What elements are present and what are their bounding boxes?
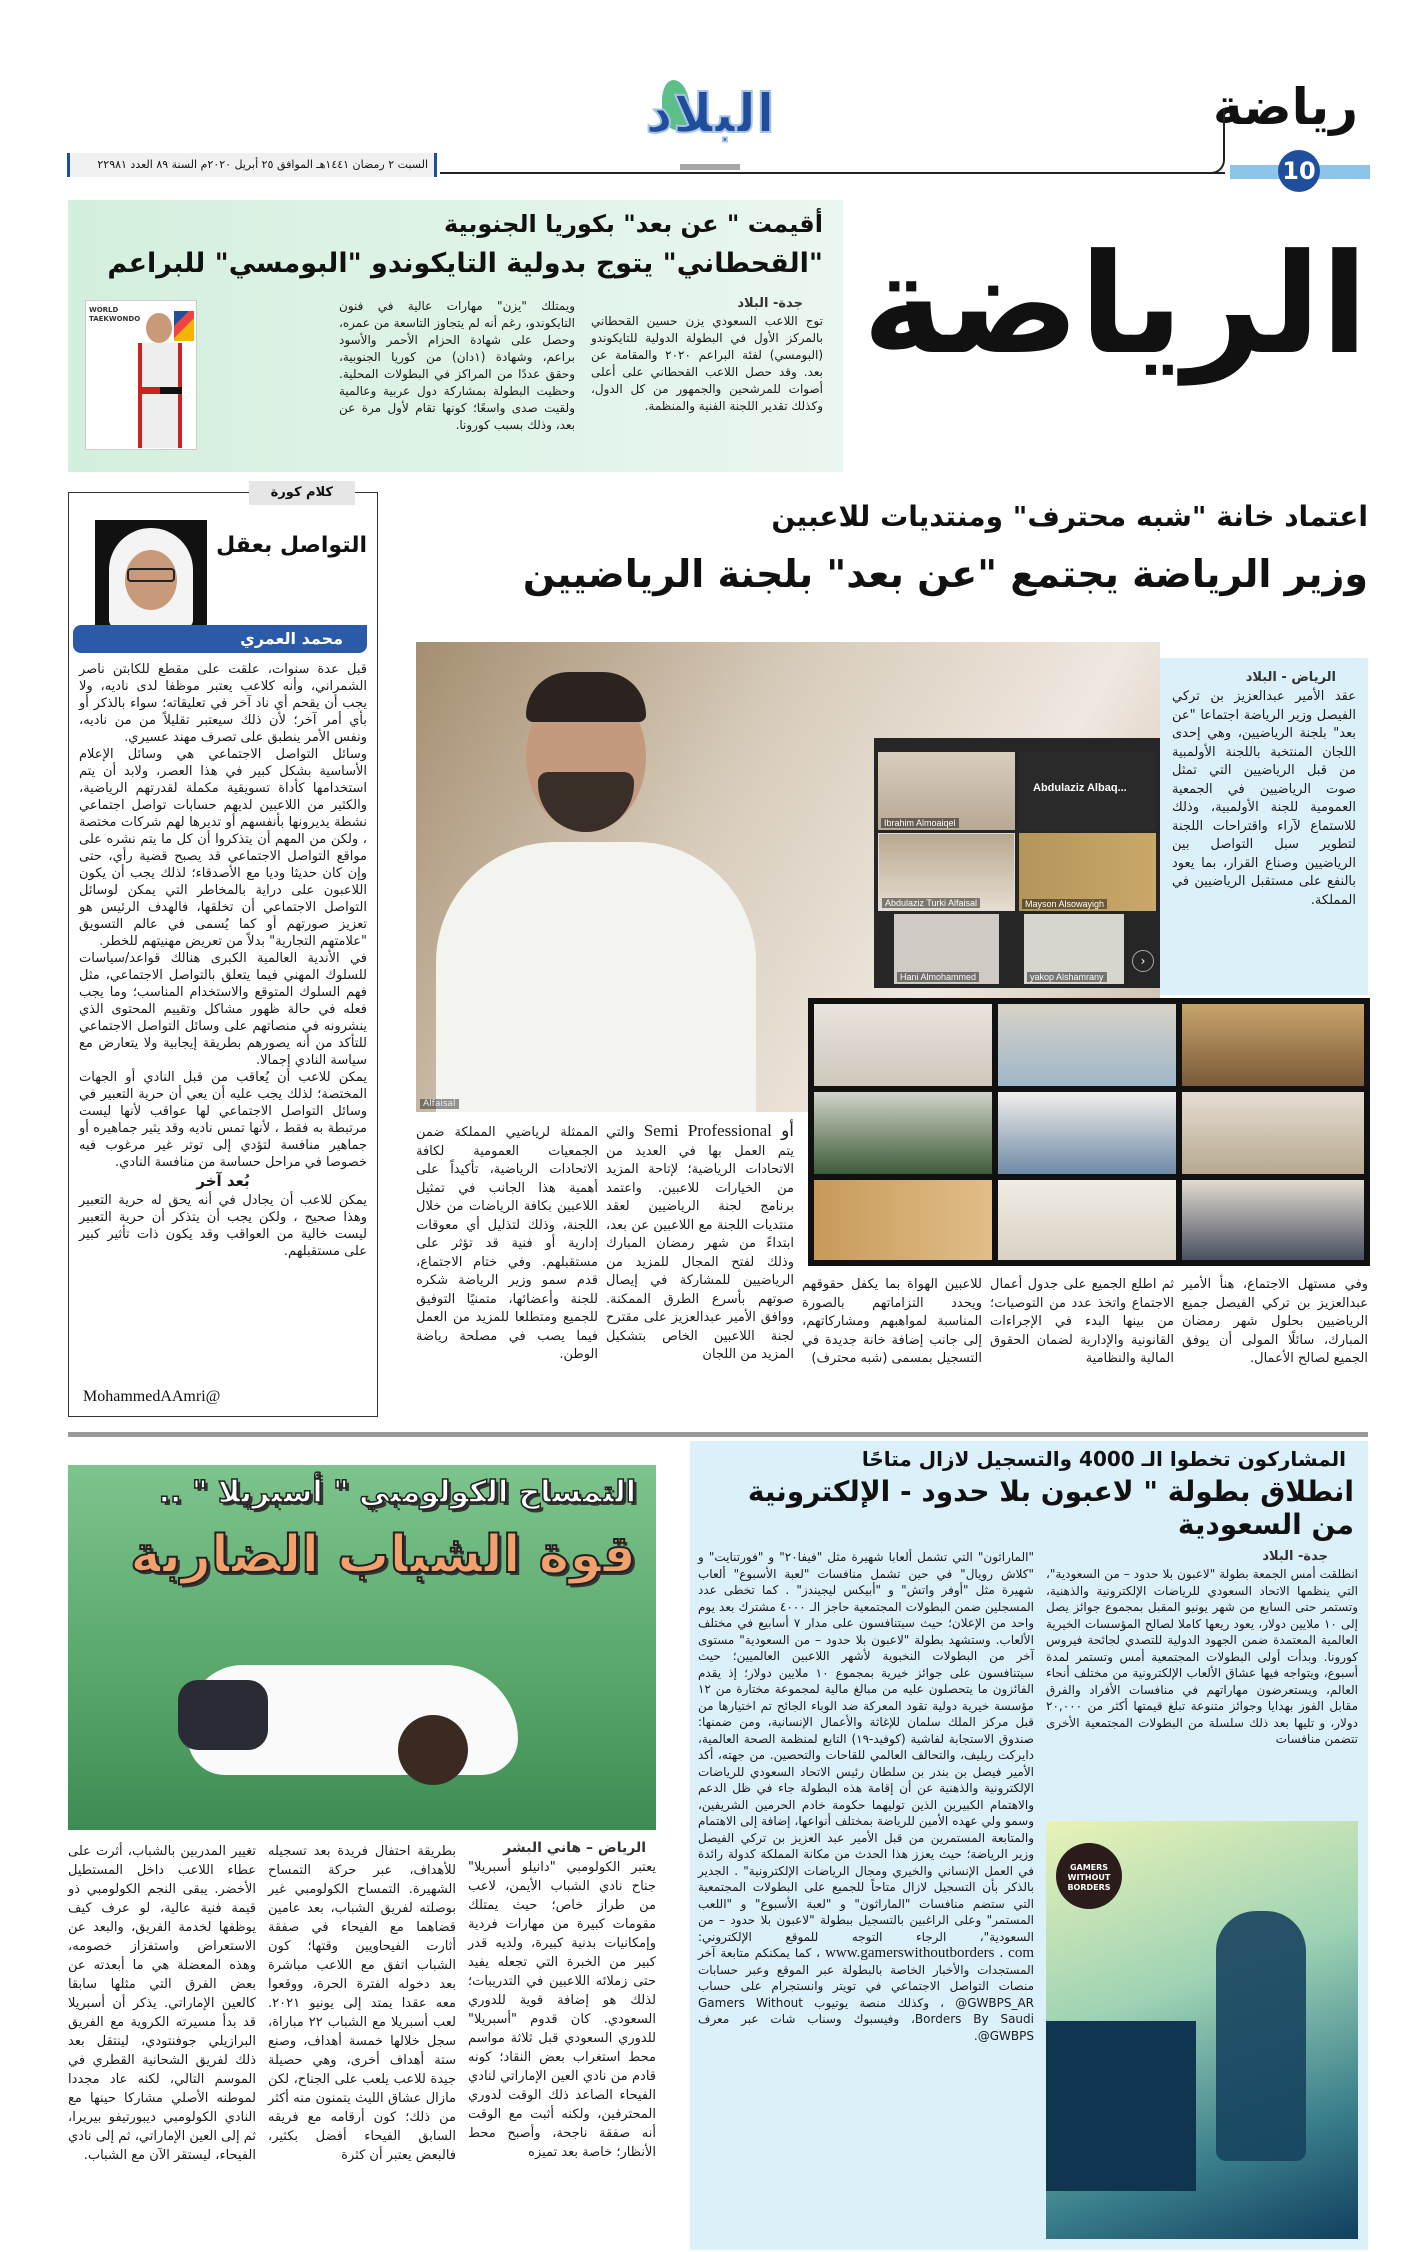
video-tile	[998, 1180, 1176, 1260]
esports-col2	[698, 1549, 1034, 2044]
author-name-bar	[73, 625, 367, 653]
participant-name: Ibrahim Almoaiqel	[881, 818, 959, 828]
esports-article	[690, 1441, 1368, 2250]
main-col-e: الممثلة لرياضيي المملكة ضمن الجمعيات العمومية لكافة الاتحادات الرياضية، تأكيداً على أهمية هذا الجانب في تمثيل اللاعبين بكافة الرياضات من خلال اللجنة، وذلك لتذليل أي معوقات إدارية أو فنية قد تؤثر على مستقبلهم. وفي ختام الاجتماع، قدم سمو وزير الرياضة شكره للجنة وأعضائها، متمنيًا التوفيق للجميع ومتطلعا للمزيد من العمل فيما يصب في مصلحة رياضة الوطن.	[416, 1125, 598, 1362]
video-tile	[1182, 1004, 1364, 1086]
video-tile	[1182, 1092, 1364, 1174]
main-intro: عقد الأمير عبدالعزيز بن تركي الفيصل وزير الرياضة اجتماعا "عن بعد" بلجنة الرياضيين، وهي إحدى اللجان المنتخبة باللجنة الأولمبية من قبل الرياضيين التي تمثل صوت الرياضيين في الجمعية العمومية للجنة الأولمبية، وذلك للاستماع لآراء واقتراحات اللجنة لتطوير سبل التواصل بين الرياضيين وصناع القرار، بما يعود بالنفع على مستقبل الرياضيين في المملكة.	[1172, 689, 1356, 908]
photo-banner-text: WORLD TAEKWONDO	[89, 306, 141, 323]
video-tile	[1019, 752, 1156, 830]
taekwondo-col1	[591, 296, 823, 415]
player-shorts	[178, 1680, 268, 1750]
section-masthead: الرياضة	[862, 224, 1368, 385]
asprilla-col1	[468, 1840, 656, 2162]
minister-hair	[526, 672, 646, 722]
column-paragraph: قبل عدة سنوات، علقت على مقطع للكابتن ناصر الشمراني، وأنه كلاعب يعتبر موظفا لدى ناديه، ولا يجب أن يقحم أي ناد آخر في تعليقاته؛ سواء بالذكر أو بأي أمر آخر؛ لأن ذلك سيعتبر تقليلاً من من ناديه، ونفس الأمر ينطبق على تصرف مهند عسيري.	[79, 662, 367, 745]
author-glasses	[127, 568, 175, 582]
page-number-badge	[1278, 150, 1320, 192]
minister-beard	[538, 772, 634, 832]
esports-body-2-end: ، كما يمكنكم متابعة آخر المستجدات والأخبار الخاصة بالبطولة عبر الموقع وعبر حسابات منصات التواصل الاجتماعي في تويتر وانستجرام على حساب GWBPS_AR@ ، وكذلك منصة يوتيوب Gamers Without Borders By Saudi، وفيسبوك وسناب شات عبر معرف GWBPS@.	[698, 1946, 1035, 2043]
asprilla-col3: تغيير المدربين بالشباب، أثرت على عطاء اللاعب داخل المستطيل الأخضر. يبقى النجم الكولومبي ذو قيمة فنية عالية، لو عرف كيف يوظفها لخدمة الفريق، والبعد عن الاستعراض واستفزاز خصومه، وهذه المعضلة هي ما أبعدته عن بعض الفرق التي مثلها سابقا كالعين الإماراتي. يذكر أن أسبريلا قد بدأ مسيرته الكروية مع الفريق البرازيلي جوفنتودي، لينتقل بعد ذلك لفريق الشحانية القطري في الموسم التالي، لكنه عاد مجددا لموطنه الأصلي مشاركا حينها مع النادي الكولومبي ديبورتيفو بيريرا، ثم إلى العين الإماراتي، ثم إلى نادي الفيحاء، ليستقر الآن مع الشباب.	[68, 1844, 256, 2163]
column-paragraph: يمكن للاعب أن يُعاقب من قبل النادي أو الجهات المختصة؛ لذلك يجب عليه أن يعي أن حرية التعبير في وسائل التواصل الاجتماعي لها عواقب لأنها ليست مرتبطة به فقط ، لأنها تمس ناديه وقد يثير جماهيره أو جماهير منافسة لتؤدي إلى توتر غير مرغوب فيه خصوصا في مراحل حساسة من منافسة النادي.	[79, 1070, 367, 1170]
video-tile	[814, 1180, 992, 1260]
athlete-dobok	[138, 343, 182, 448]
taekwondo-dateline: جدة- البلاد	[737, 296, 803, 311]
header-rule-curve	[1195, 108, 1225, 174]
date-bar	[67, 153, 437, 177]
column-paragraph: يمكن للاعب أن يجادل في أنه يحق له حرية التعبير وهذا صحيح ، ولكن يجب أن يتذكر أن حرية التعبير ليست خالية من العواقب وقد يكون ذات تأثير كبير على مستقبلهم.	[79, 1193, 367, 1259]
opinion-column	[68, 485, 378, 1417]
participant-name: Abdulaziz Turki Alfaisal	[882, 898, 980, 908]
video-tile	[814, 1092, 992, 1174]
esports-headline: انطلاق بطولة " لاعبون بلا حدود - الإلكترونية من السعودية	[747, 1475, 1354, 1541]
esports-website-link[interactable]: www.gamerswithoutborders . com	[825, 1945, 1034, 1961]
video-call-screen	[874, 738, 1160, 988]
taekwondo-headline: "القحطاني" يتوج بدولية التايكوندو "البومسي" للبراعم	[107, 248, 823, 279]
asprilla-body-1: يعتبر الكولومبي "دانيلو أسبريلا" جناح نادي الشباب الأيمن، لاعب من طراز خاص؛ حيث يمتلك مقومات كبيرة من مهارات فردية وإمكانيات بدنية كبيرة، ولديه قدر كبير من الخبرة التي تجعله يفيد حتى زملائه اللاعبين في التدريبات؛ لذلك هو إضافة قوية للدوري السعودي. كان قدوم "أسبريلا" للدوري السعودي قبل ثلاثة مواسم محط استغراب بعض النقاد؛ كونه قادم من نادي العين الإماراتي لنادي الفيحاء الصاعد ذلك الوقت لدوري المحترفين، ولكنه أثبت مع الوقت أنه صفقة ناجحة، وأصبح محط الأنظار؛ خاصة بعد تميزه	[468, 1860, 656, 2160]
esports-body-2: "الماراثون" التي تشمل ألعابا شهيرة مثل "فيفا٢٠" و "فورتنايت" و "كلاش رويال" في حين تشمل منافسات "لعبة الأسبوع" ألعاب شهيرة مثل "أوفر واتش" و "أبيكس ليجيندز" . كما تخطى عدد المسجلين ضمن البطولات المجتمعية حاجز الـ ٤٠٠٠ مشترك بعد يوم واحد من الإعلان؛ حيث سيتنافسون على مدار ٧ أسابيع في مختلف الألعاب. وستشهد بطولة "لاعبون بلا حدود – من السعودية" مستوى آخر من البطولات النخبوية لأشهر اللاعبين العالميين؛ حيث سيتنافسون على جوائز خيرية بمجموع ١٠ ملايين دولار؛ إذ يقدم الفائزون ما يتحصلون عليه من مبالغ مالية لمجموعة مختارة من ١٢ مؤسسة خيرية دولية تقود المعركة ضد الوباء الجائح تم اختيارها من قبل مركز الملك سلمان للإغاثة والأعمال الإنسانية، ومن ضمنها: صندوق الاستجابة لفاشية (كوفيد-١٩) التابع لمنظمة الصحة العالمية، دايركت ريليف، والتحالف العالمي للقاحات والتحصين. من جهته، أكد الأمير فيصل بن بندر بن سلطان رئيس الاتحاد السعودي للرياضات الإلكترونية والذهنية عن أن إقامة هذه البطولة جاء في ظل الدعم والاهتمام الكبيرين الذين توليهما حكومة خادم الحرمين الشريفين، وسمو ولي عهده الأمين للرياضة بمختلف أنواعها، إضافة إلى الاهتمام والمتابعة المستمرين من قبل الأمير عبد العزيز بن تركي الفيصل وزير الرياضة؛ حيث يعزز هذا الحدث من مكانة المملكة كدولة رائدة في العمل الإنساني والخيري ومجال الرياضات الإلكترونية" . الجدير بالذكر بأن التسجيل لازال متاحاً للجميع على البطولات المجتمعية التي ستضم منافسات "الماراثون" و "لعبة الأسبوع" و "اللعب المستمر" وعلى الراغبين بالتسجيل ببطولة "لاعبون بلا حدود – من السعودية"، الرجاء التوجه للموقع الإلكتروني:	[698, 1550, 1035, 1944]
esports-col1	[1046, 1549, 1358, 1748]
author-handle: MohammedAAmri@	[83, 1388, 221, 1405]
monitor	[1046, 2021, 1196, 2191]
column-title: التواصل بعقل	[216, 533, 367, 558]
participant-name: Mayson Alsowayigh	[1022, 899, 1107, 909]
video-tile	[1019, 833, 1156, 911]
page-header	[0, 0, 1420, 190]
esports-kicker: المشاركون تخطوا الـ 4000 والتسجيل لازال متاحًا	[861, 1447, 1346, 1471]
main-headline: وزير الرياضة يجتمع "عن بعد" بلجنة الرياضيين	[522, 552, 1368, 596]
asprilla-photo	[68, 1465, 656, 1830]
video-tile	[814, 1004, 992, 1086]
participant-name: yakop Alshamrany	[1027, 972, 1107, 982]
taekwondo-photo	[85, 300, 197, 450]
section-label: رياضة	[1213, 78, 1358, 136]
author-photo	[95, 520, 207, 625]
gamers-photo	[1046, 1821, 1358, 2239]
column-paragraph: وسائل التواصل الاجتماعي هي وسائل الإعلام الأساسية بشكل كبير في هذا العصر، ولابد أن يتم استخدامها كأداة تسويقية مكملة لقدرتهم الرياضية، والكثير من اللاعبين لديهم حسابات تواصل اجتماعي نشطة يديرونها بأنفسهم أو تديرها لهم شركات مختصة ، ولكن من المهم أن يتذكروا أن كل ما يتم نشره على مواقع التواصل الاجتماعي قد يصبح قضية رأي، حتى وإن كان حديثا وديا مع الأصدقاء؛ لذلك يجب أن يكون اللاعبون على دراية بالمخاطر التي يمكن لوسائل التواصل الاجتماعي أن تخلقها، فالهدف الرئيس هو تعزيز صورتهم أو كما يُسمى في عالم التسويق "علامتهم التجارية" بدلاً من تعريض مهنيتهم للخطر.	[79, 747, 367, 949]
main-kicker: اعتماد خانة "شبه محترف" ومنتديات للاعبين	[771, 500, 1368, 533]
column-paragraph: في الأندية العالمية الكبرى هنالك قواعد/سياسات للسلوك المهني فيما يتعلق بالتواصل الاجتماعي، مثل فهم السلوك المتوقع والاستخدام المناسب؛ وما يجب فعله في حالة ظهور مشاكل وتقييم المحتوى الذي ينشرونه في منصاتهم على وسائل التواصل الاجتماعي للتأكد من أنه يصورهم بطريقة إيجابية ولا يتعارض مع سياسة النادي إجمالا.	[79, 951, 367, 1068]
main-dateline: الرياض - البلاد	[1245, 670, 1336, 685]
participant-name: Hani Almohammed	[897, 972, 979, 982]
logo-underbar	[680, 164, 740, 170]
author-name: محمد العمري	[240, 629, 343, 648]
video-tile	[998, 1004, 1176, 1086]
participant-name: Abdulaziz Albaq...	[1033, 782, 1127, 794]
next-page-button[interactable]: ›	[1132, 950, 1154, 972]
column-label: كلام كورة	[249, 481, 355, 505]
page-number: 10	[1282, 157, 1316, 185]
esports-body-1: انطلقت أمس الجمعة بطولة "لاعبون بلا حدود – من السعودية"، التي ينظمها الاتحاد السعودي للرياضات الإلكترونية والذهنية، وتستمر حتى السابع من شهر يونيو المقبل بمجموع جوائز يصل إلى ١٠ ملايين دولار، يعود ريعها كاملا لصالح المؤسسات الخيرية العالمية المعتمدة ضمن الجهود الدولية للتصدي لجائحة فيروس كورونا. وبدأت أولى البطولات المجتمعية أمس وتستمر لمدة أسبوع، ويتواجه فيها عشاق الألعاب الإلكترونية من مختلف أنحاء العالم، ويستعرضون مهاراتهم في منافسات الأفراد والفرق مقابل الفوز بهدايا وجوائز متنوعة تبلغ قيمتها أكثر من ٢٠,٠٠٠ دولار، و تليها بعد ذلك سلسلة من البطولات المجتمعية الأخرى تتضمن منافسات	[1046, 1567, 1358, 1746]
gamer-silhouette	[1216, 1911, 1306, 2161]
column-body	[79, 661, 367, 1260]
taekwondo-body-1: توج اللاعب السعودي يزن حسين القحطاني بالمركز الأول في البطولة الدولية للتايكوندو (البومسي) لفئة البراعم ٢٠٢٠ والمقامة عن بعد. وقد حصل اللاعب القحطاني على أعلى أصوات للمرشحين والجمهور من كل الدول، وكذلك تقدير اللجنة الفنية والمنظمة.	[591, 314, 824, 413]
asprilla-kicker: التمساح الكولومبي " أسبريلا " ..	[158, 1475, 636, 1510]
esports-dateline: جدة- البلاد	[1262, 1549, 1328, 1564]
main-col-d	[606, 1122, 794, 1365]
column-subhead: بُعد آخر	[196, 1172, 250, 1190]
video-tile	[1182, 1180, 1364, 1260]
video-tile	[894, 914, 999, 984]
header-rule	[440, 172, 1225, 174]
semi-pro-lead: أو Semi Professional	[643, 1121, 794, 1140]
section-divider	[68, 1432, 1368, 1437]
date-line: السبت ٢ رمضان ١٤٤١هـ الموافق ٢٥ أبريل ٢٠٢٠م السنة ٨٩ العدد ٢٢٩٨١	[97, 158, 428, 171]
photo-caption: Alfaisal	[420, 1099, 459, 1109]
asprilla-headline: قوة الشباب الضاربة	[130, 1525, 636, 1585]
logo-text: البلاد	[645, 82, 775, 145]
gamers-logo	[1056, 1843, 1122, 1909]
main-intro-box	[1160, 658, 1368, 995]
committee-photo-grid	[808, 998, 1370, 1266]
video-tile	[878, 752, 1015, 830]
newspaper-logo	[620, 80, 800, 170]
asprilla-dateline: الرياض – هاني البشر	[503, 1840, 646, 1856]
player-head	[398, 1715, 468, 1785]
video-tile	[998, 1092, 1176, 1174]
video-tile	[1024, 914, 1124, 984]
minister-thobe	[436, 842, 756, 1112]
athlete-belt	[138, 387, 182, 394]
main-col-b: ثم اطلع الجميع على جدول أعمال الاجتماع واتخذ عدد من التوصيات؛ من بينها البدء في الإجراءات القانونية والإدارية لضمان الحقوق المالية والنظامية	[990, 1277, 1174, 1366]
main-col-d-text: والتي يتم العمل بها في العديد من الاتحادات الرياضية؛ لإتاحة المزيد من الخيارات للاعبين. واعتمد برنامج لجنة الرياضيين لعقد منتديات اللجنة مع اللاعبين عن بعد، ابتداءً من شهر رمضان المبارك وذلك لفتح المجال للمزيد من الرياضيين للمشاركة في إيصال صوتهم بأسرع الطرق الممكنة. ووافق الأمير عبدالعزيز على مقترح لجنة اللاعبين الخاص بتشكيل المزيد من اللجان	[606, 1125, 794, 1362]
asprilla-col2: بطريقة احتفال فريدة بعد تسجيله للأهداف، عبر حركة التمساح الشهيرة. التمساح الكولومبي غير بوصلته لفريق الشباب، بعد عامين قضاهما مع الفيحاء في صفقة أثارت الفيحاويين وقتها؛ كون الشباب اتفق مع اللاعب مباشرة بعد دخوله الفترة الحرة، ووقعوا معه عقدا يمتد إلى يونيو ٢٠٢١. لعب أسبريلا مع الشباب ٢٢ مباراة، سجل خلالها خمسة أهداف، وصنع ستة أهداف أخرى، وهي حصيلة جيدة للاعب يلعب على الجناح، لكن مازال عشاق الليث يتمنون منه أكثر من ذلك؛ كون أرقامه مع فريقه السابق الفيحاء أفضل بكثير، فالبعض يعتبر أن كثرة	[268, 1844, 456, 2163]
video-tile	[878, 833, 1015, 911]
taekwondo-logo-stripes	[174, 311, 194, 341]
taekwondo-kicker: أقيمت " عن بعد" بكوريا الجنوبية	[443, 210, 823, 238]
gamers-logo-text: GAMERS WITHOUT BORDERS	[1067, 1863, 1111, 1892]
main-col-a: وفي مستهل الاجتماع، هنأ الأمير عبدالعزيز بن تركي الفيصل جميع الرياضيين بحلول شهر رمضان المبارك، سائلًا المولى أن يوفق الجميع لصالح الأعمال.	[1182, 1277, 1368, 1366]
taekwondo-article	[68, 200, 843, 472]
main-col-c: للاعبين الهواة بما يكفل حقوقهم ويحدد التزاماتهم بالصورة المناسبة لمواهبهم ومشاركاتهم، إلى جانب إضافة خانة جديدة في التسجيل بمسمى (شبه محترف)	[802, 1277, 982, 1366]
athlete-head	[146, 313, 172, 343]
taekwondo-body-2: ويمتلك "يزن" مهارات عالية في فنون التايكوندو، رغم أنه لم يتجاوز التاسعة من عمره، وحصل على شهادة الحزام الأحمر والأسود براعم، وشهادة (١دان) من كوريا الجنوبية، وحقق عددًا من المراكز في البطولات المحلية. وحظيت البطولة بمشاركة دول عربية وعالمية ولقيت صدى واسعًا؛ كونها تقام لأول مرة عن بعد، وذلك بسبب كورونا.	[339, 299, 575, 432]
